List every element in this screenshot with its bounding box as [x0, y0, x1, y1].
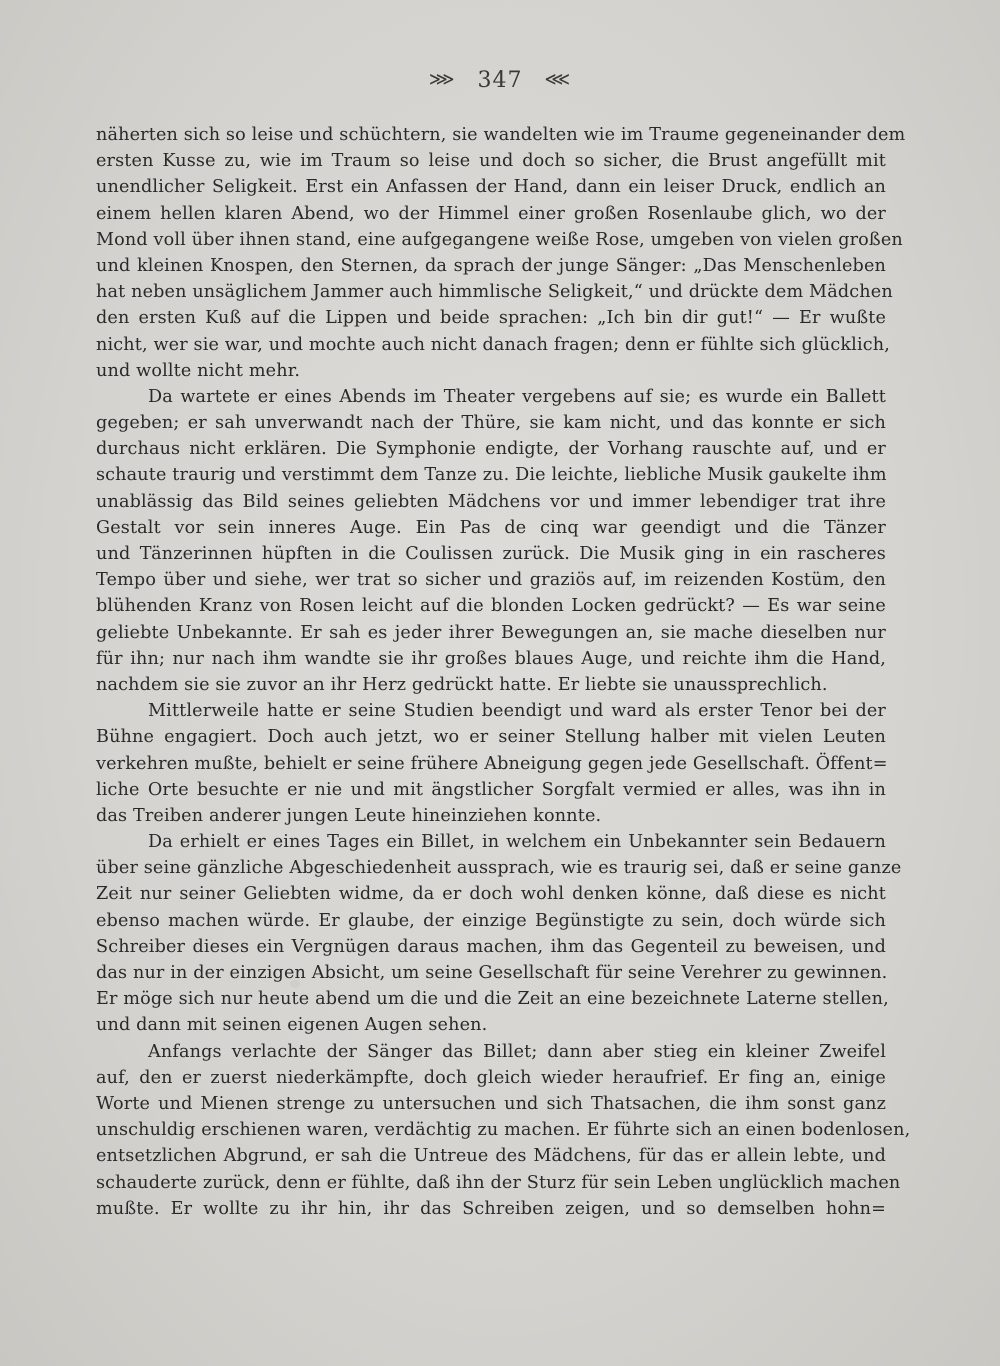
text-line: Bühne engagiert. Doch auch jetzt, wo er seiner Stellung halber mit vielen Leuten [96, 727, 886, 748]
text-line: einem hellen klaren Abend, wo der Himmel einer großen Rosenlaube glich, wo der [96, 203, 886, 224]
text-line: ebenso machen würde. Er glaube, der einzige Begünstigte zu sein, doch würde sich [96, 910, 886, 931]
text-line: schaute traurig und verstimmt dem Tanze zu. Die leichte, liebliche Musik gaukelte ihm [96, 465, 887, 486]
left-ornament-icon: ⋙ [428, 69, 456, 90]
text-line: Da wartete er eines Abends im Theater vergebens auf sie; es wurde ein Ballett [148, 386, 886, 407]
text-line: das Treiben anderer jungen Leute hineinziehen konnte. [96, 805, 602, 826]
text-line: ersten Kusse zu, wie im Traum so leise und doch so sicher, die Brust angefüllt mit [96, 151, 886, 172]
text-line: mußte. Er wollte zu ihr hin, ihr das Schreiben zeigen, und so demselben hohn= [96, 1198, 886, 1219]
text-line: auf, den er zuerst niederkämpfte, doch gleich wieder heraufrief. Er fing an, einige [96, 1067, 886, 1088]
text-line: nicht, wer sie war, und mochte auch nicht danach fragen; denn er fühlte sich glücklich, [96, 334, 890, 355]
text-line: Anfangs verlachte der Sänger das Billet; dann aber stieg ein kleiner Zweifel [148, 1041, 886, 1062]
text-line: unendlicher Seligkeit. Erst ein Anfassen der Hand, dann ein leiser Druck, endlich an [96, 177, 886, 198]
text-line: hat neben unsäglichem Jammer auch himmlische Seligkeit,“ und drückte dem Mädchen [96, 282, 893, 303]
text-line: liche Orte besuchte er nie und mit ängstlicher Sorgfalt vermied er alles, was ihn in [96, 779, 886, 800]
text-line: Schreiber dieses ein Vergnügen daraus machen, ihm das Gegenteil zu beweisen, und [96, 936, 886, 957]
text-line: Gestalt vor sein inneres Auge. Ein Pas de cinq war geendigt und die Tänzer [96, 517, 886, 538]
text-line: unablässig das Bild seines geliebten Mädchens vor und immer lebendiger trat ihre [96, 491, 886, 512]
text-line: durchaus nicht erklären. Die Symphonie endigte, der Vorhang rauschte auf, und er [96, 439, 886, 460]
right-ornament-icon: ⋘ [544, 69, 572, 90]
text-line: und kleinen Knospen, den Sternen, da sprach der junge Sänger: „Das Menschenleben [96, 255, 886, 276]
main-text [96, 122, 911, 1222]
text-line: das nur in der einzigen Absicht, um seine Gesellschaft für seine Verehrer zu gewinnen. [96, 963, 888, 983]
text-line: und wollte nicht mehr. [96, 360, 301, 381]
text-line: entsetzlichen Abgrund, er sah die Untreue des Mädchens, für das er allein lebte, und [96, 1146, 886, 1167]
text-line: nachdem sie sie zuvor an ihr Herz gedrückt hatte. Er liebte sie unaussprechlich. [96, 674, 828, 695]
text-line: Zeit nur seiner Geliebten widme, da er doch wohl denken könne, daß diese es nicht [96, 884, 886, 905]
text-line: verkehren mußte, behielt er seine frühere Abneigung gegen jede Gesellschaft. Öffent= [96, 753, 888, 774]
text-line: unschuldig erschienen waren, verdächtig zu machen. Er führte sich an einen bodenlosen, [96, 1120, 911, 1141]
text-line: Tempo über und siehe, wer trat so sicher und graziös auf, im reizenden Kostüm, den [96, 570, 886, 591]
text-line: geliebte Unbekannte. Er sah es jeder ihrer Bewegungen an, sie mache dieselben nur [96, 622, 886, 643]
text-line: Mond voll über ihnen stand, eine aufgegangene weiße Rose, umgeben von vielen großen [96, 229, 903, 250]
page-number: 347 [477, 68, 523, 93]
page-header [0, 68, 1000, 93]
text-line: gegeben; er sah unverwandt nach der Thüre, sie kam nicht, und das konnte er sich [96, 413, 886, 434]
text-line: blühenden Kranz von Rosen leicht auf die blonden Locken gedrückt? — Es war seine [96, 596, 886, 617]
text-line: Er möge sich nur heute abend um die und die Zeit an eine bezeichnete Laterne stellen, [96, 989, 889, 1010]
text-line: näherten sich so leise und schüchtern, sie wandelten wie im Traume gegeneinander dem [96, 125, 906, 145]
text-line: und dann mit seinen eigenen Augen sehen. [96, 1015, 488, 1036]
text-line: Da erhielt er eines Tages ein Billet, in welchem ein Unbekannter sein Bedauern [148, 832, 886, 853]
text-line: für ihn; nur nach ihm wandte sie ihr großes blaues Auge, und reichte ihm die Hand, [96, 648, 886, 669]
text-line: schauderte zurück, denn er fühlte, daß ihn der Sturz für sein Leben unglücklich machen [96, 1172, 901, 1193]
text-line: Mittlerweile hatte er seine Studien beendigt und ward als erster Tenor bei der [148, 701, 886, 722]
text-line: über seine gänzliche Abgeschiedenheit aussprach, wie es traurig sei, daß er seine ganze [96, 858, 902, 879]
text-line: Worte und Mienen strenge zu untersuchen und sich Thatsachen, die ihm sonst ganz [96, 1093, 886, 1114]
text-line: den ersten Kuß auf die Lippen und beide sprachen: „Ich bin dir gut!“ — Er wußte [96, 308, 886, 329]
text-line: und Tänzerinnen hüpften in die Coulissen zurück. Die Musik ging in ein rascheres [96, 544, 886, 564]
